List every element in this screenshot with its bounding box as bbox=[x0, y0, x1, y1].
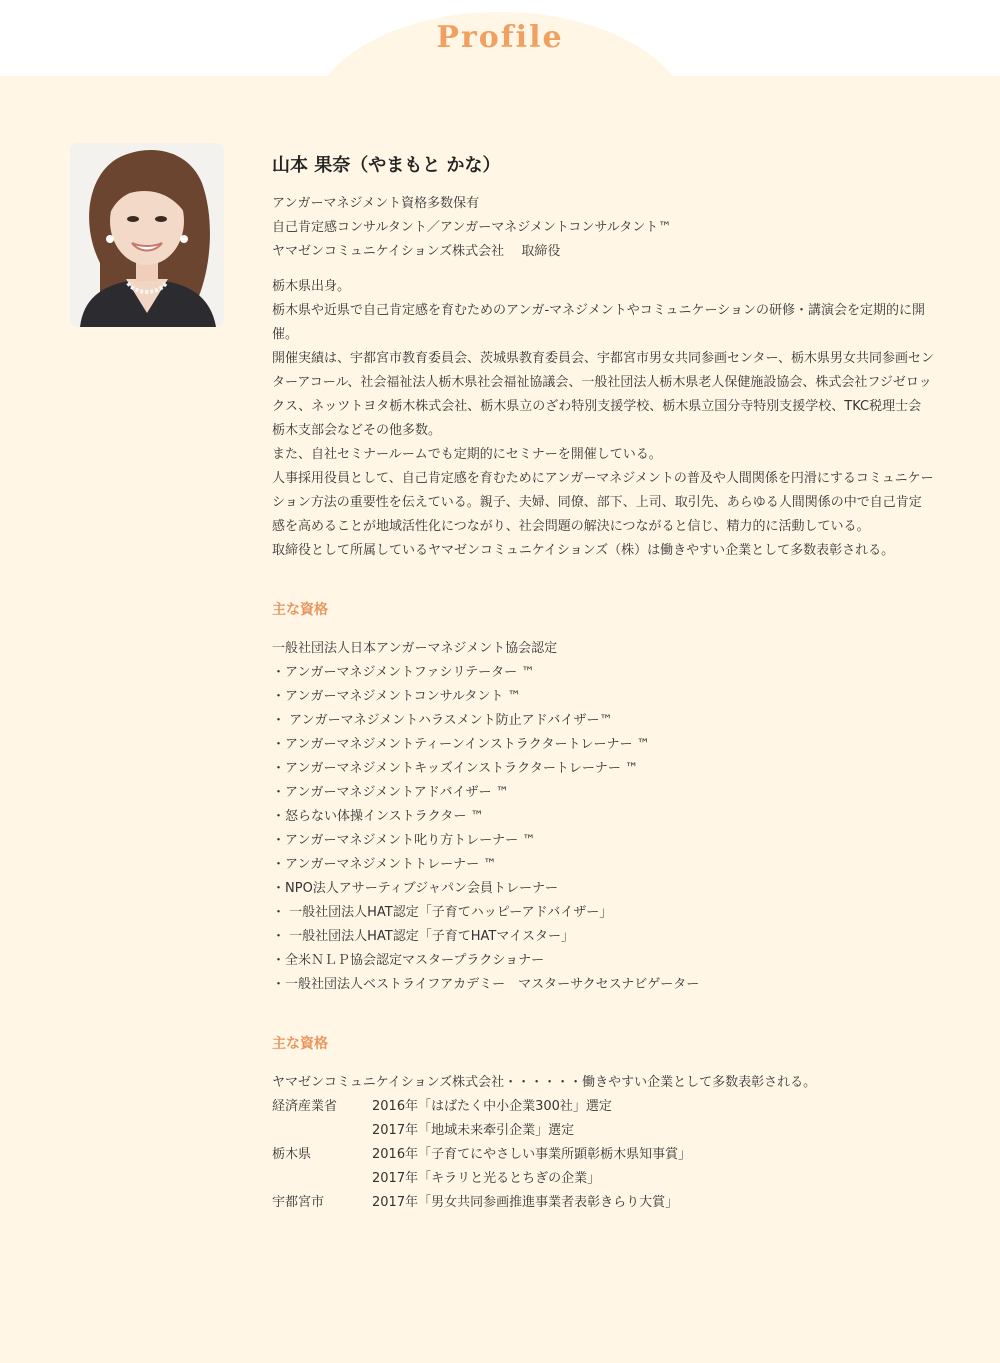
qualification-item: ・全米ＮＬＰ協会認定マスタープラクショナー bbox=[272, 953, 545, 968]
profile-title-line: ヤマゼンコミュニケイションズ株式会社 取締役 bbox=[272, 244, 561, 259]
awards-table bbox=[272, 1071, 942, 1215]
award-row bbox=[272, 1143, 942, 1167]
qualification-item: ・NPO法人アサーティブジャパン会員トレーナー bbox=[272, 881, 558, 896]
qualification-item: ・アンガーマネジメントアドバイザー ™ bbox=[272, 785, 509, 800]
bio-paragraph: また、自社セミナールームでも定期的にセミナーを開催している。 bbox=[272, 447, 662, 462]
award-org: 経済産業省 bbox=[272, 1099, 338, 1114]
award-row bbox=[272, 1191, 942, 1215]
award-org bbox=[272, 1167, 372, 1191]
award-row bbox=[272, 1167, 942, 1191]
qualification-item: ・アンガーマネジメントトレーナー ™ bbox=[272, 857, 497, 872]
qualification-item: ・アンガーマネジメントキッズインストラクタートレーナー ™ bbox=[272, 761, 639, 776]
profile-bio bbox=[272, 275, 934, 563]
award-org bbox=[272, 1119, 372, 1143]
qualification-item: ・怒らない体操インストラクター ™ bbox=[272, 809, 484, 824]
awards-heading: 主な資格 bbox=[272, 1036, 328, 1052]
profile-titles bbox=[272, 192, 942, 264]
award-row bbox=[272, 1119, 942, 1143]
award-text: 2017年「地域未来牽引企業」選定 bbox=[372, 1123, 575, 1138]
qualification-item: ・アンガーマネジメントコンサルタント ™ bbox=[272, 689, 521, 704]
bio-paragraph: 開催実績は、宇都宮市教育委員会、茨城県教育委員会、宇都宮市男女共同参画センター、栃木県男女共同参画センターアコール、社会福祉法人栃木県社会福祉協議会、一般社団法人栃木県老人保健施設協会、株式会社フジゼロックス、ネッツトヨタ栃木株式会社、栃木県立のざわ特別支援学校、栃木県立国分寺特別支援学校、TKC税理士会栃木支部会などその他多数。 bbox=[272, 351, 934, 438]
qualification-item: ・ アンガーマネジメントハラスメント防止アドバイザー™ bbox=[272, 713, 613, 728]
award-org: 栃木県 bbox=[272, 1147, 312, 1162]
bio-paragraph: 栃木県出身。 bbox=[272, 279, 351, 294]
qualification-item: ・ 一般社団法人HAT認定「子育てハッピーアドバイザー」 bbox=[272, 905, 613, 920]
qualification-item: ・一般社団法人ベストライフアカデミー マスターサクセスナビゲーター bbox=[272, 977, 700, 992]
qualification-item: 一般社団法人日本アンガーマネジメント協会認定 bbox=[272, 641, 558, 656]
award-text: 2017年「男女共同参画推進事業者表彰きらり大賞」 bbox=[372, 1195, 679, 1210]
bio-paragraph: 取締役として所属しているヤマゼンコミュニケイションズ（株）は働きやすい企業として多数表彰される。 bbox=[272, 543, 895, 558]
portrait-illustration bbox=[70, 143, 224, 327]
profile-title-line: アンガーマネジメント資格多数保有 bbox=[272, 196, 480, 211]
profile-photo bbox=[70, 143, 224, 327]
qualification-item: ・ 一般社団法人HAT認定「子育てHATマイスター」 bbox=[272, 929, 574, 944]
qualifications-heading: 主な資格 bbox=[272, 602, 328, 618]
award-org: 宇都宮市 bbox=[272, 1195, 325, 1210]
qualification-item: ・アンガーマネジメントティーンインストラクタートレーナー ™ bbox=[272, 737, 650, 752]
bio-paragraph: 人事採用役員として、自己肯定感を育むためにアンガーマネジメントの普及や人間関係を円滑にするコミュニケーション方法の重要性を伝えている。親子、夫婦、同僚、部下、上司、取引先、あらゆる人間関係の中で自己肯定感を高めることが地域活性化につながり、社会問題の解決につながると信じ、精力的に活動している。 bbox=[272, 471, 934, 534]
award-text: 2016年「はばたく中小企業300社」選定 bbox=[372, 1099, 612, 1114]
award-text: 2017年「キラリと光るとちぎの企業」 bbox=[372, 1171, 601, 1186]
profile-name: 山本 果奈（やまもと かな） bbox=[272, 155, 501, 176]
bio-paragraph: 栃木県や近県で自己肯定感を育むためのアンガ-マネジメントやコミュニケーションの研修・講演会を定期的に開催。 bbox=[272, 303, 926, 342]
qualification-item: ・アンガーマネジメントファシリテーター ™ bbox=[272, 665, 535, 680]
qualification-item: ・アンガーマネジメント叱り方トレーナー ™ bbox=[272, 833, 536, 848]
award-row bbox=[272, 1095, 942, 1119]
award-text: 2016年「子育てにやさしい事業所顕彰栃木県知事賞」 bbox=[372, 1147, 692, 1162]
profile-content bbox=[272, 153, 942, 1215]
profile-title-line: 自己肯定感コンサルタント／アンガーマネジメントコンサルタント™ bbox=[272, 220, 672, 235]
awards-intro: ヤマゼンコミュニケイションズ株式会社・・・・・・働きやすい企業として多数表彰される。 bbox=[272, 1075, 817, 1090]
qualifications-list bbox=[272, 637, 942, 997]
page-title: Profile bbox=[436, 20, 564, 55]
